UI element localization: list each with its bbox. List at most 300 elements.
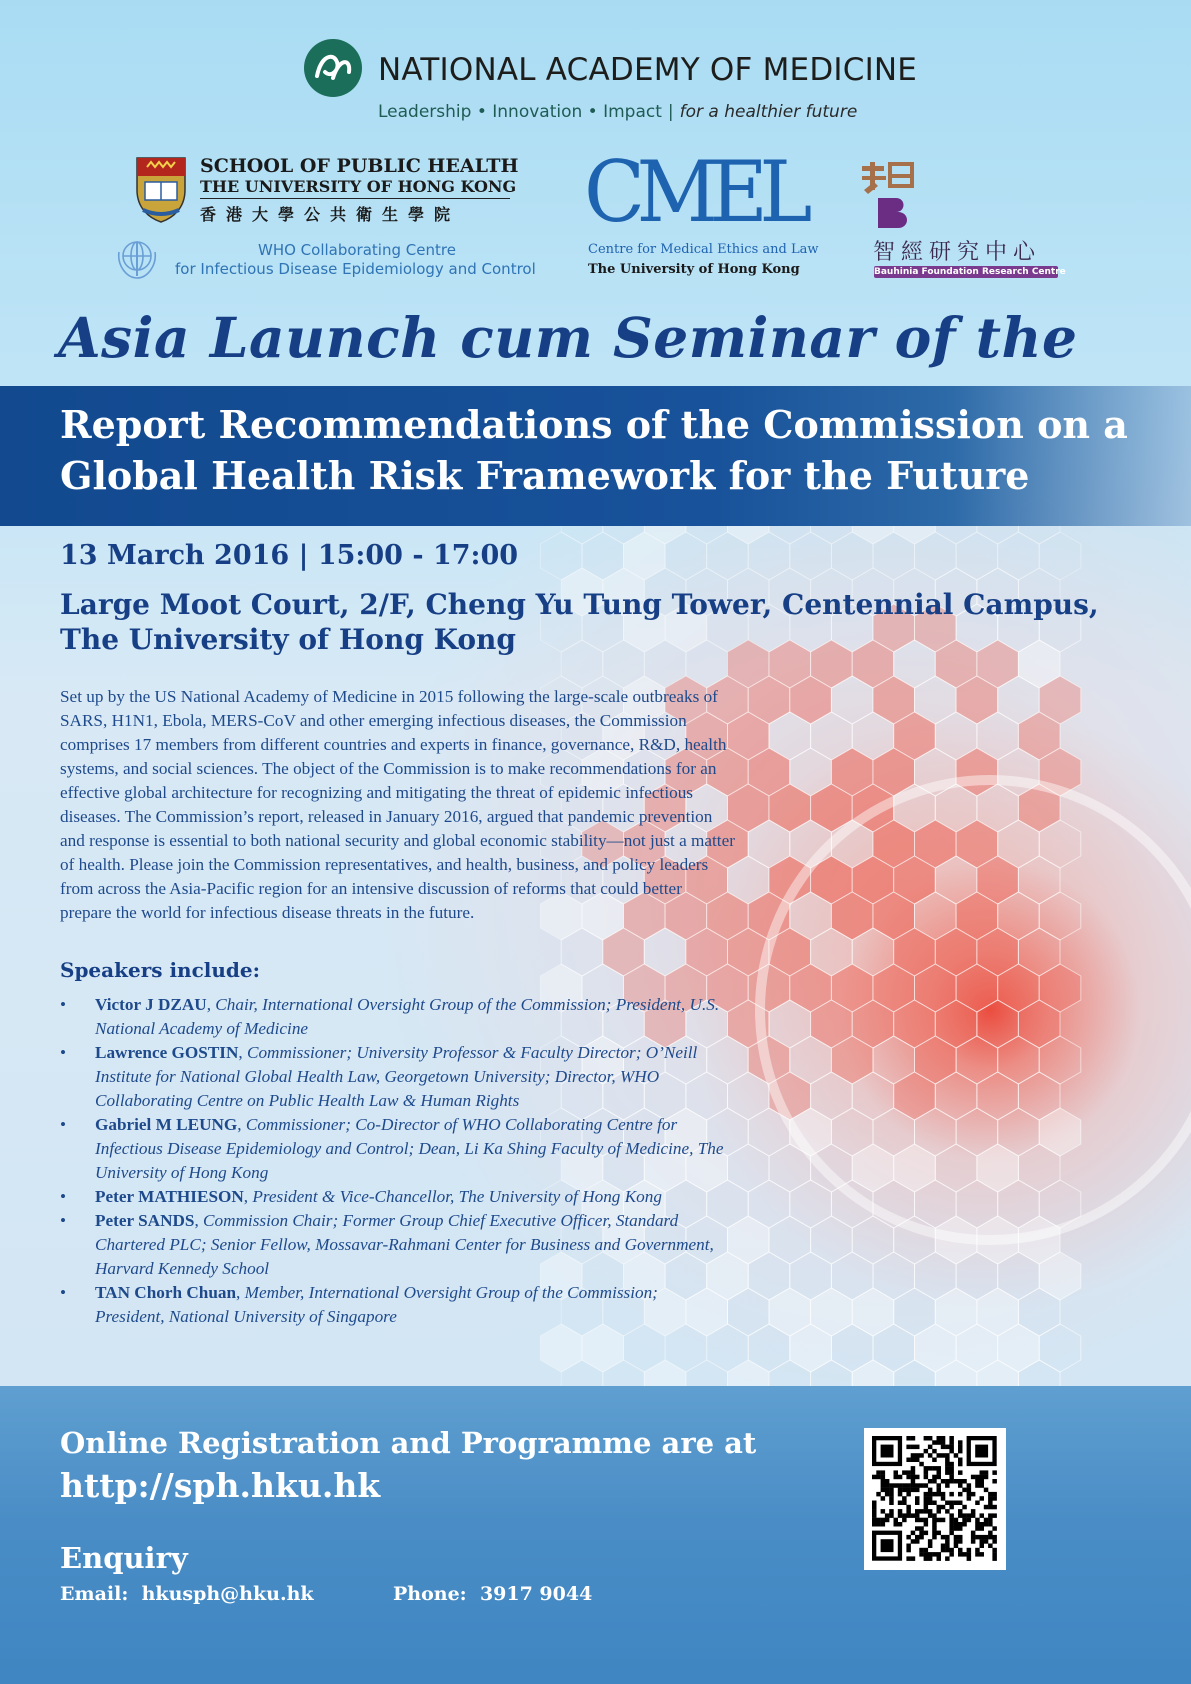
speaker-role: Chair, International Oversight Group of the Commission; President, U.S. bbox=[215, 995, 720, 1014]
qr-module bbox=[919, 1548, 924, 1553]
qr-module bbox=[945, 1445, 950, 1450]
description-line: from across the Asia-Pacific region for an intensive discussion of reforms that could better bbox=[60, 879, 682, 898]
qr-module bbox=[958, 1458, 963, 1463]
bauhinia-chinese-name: 智經研究中心 bbox=[873, 240, 1042, 265]
qr-module bbox=[975, 1518, 980, 1523]
qr-module bbox=[984, 1505, 989, 1510]
qr-module bbox=[937, 1509, 942, 1514]
qr-module bbox=[924, 1436, 929, 1441]
hexagon-tile bbox=[582, 1324, 624, 1372]
qr-module bbox=[962, 1479, 967, 1484]
qr-module bbox=[924, 1466, 929, 1471]
speaker-line: Peter MATHIESON, President & Vice-Chancellor, The University of Hong Kong bbox=[95, 1187, 662, 1206]
qr-module bbox=[906, 1548, 911, 1553]
qr-module bbox=[924, 1531, 929, 1536]
qr-module bbox=[945, 1509, 950, 1514]
qr-module bbox=[885, 1479, 890, 1484]
qr-module bbox=[876, 1475, 881, 1480]
qr-module bbox=[924, 1509, 929, 1514]
qr-module bbox=[932, 1501, 937, 1506]
qr-module bbox=[911, 1479, 916, 1484]
speaker-line bbox=[95, 1305, 860, 1329]
qr-module bbox=[941, 1479, 946, 1484]
description-line: and response is essential to both national security and global economic stability—not just a matter bbox=[60, 831, 735, 850]
qr-module bbox=[898, 1501, 903, 1506]
qr-module bbox=[949, 1466, 954, 1471]
description-line: prepare the world for infectious disease threats in the future. bbox=[60, 903, 475, 922]
qr-module bbox=[949, 1479, 954, 1484]
qr-module bbox=[975, 1522, 980, 1527]
qr-module bbox=[988, 1505, 993, 1510]
qr-module bbox=[937, 1440, 942, 1445]
qr-module bbox=[958, 1492, 963, 1497]
hexagon-tile bbox=[935, 1144, 977, 1192]
qr-module bbox=[945, 1466, 950, 1471]
qr-module bbox=[919, 1483, 924, 1488]
qr-module bbox=[941, 1496, 946, 1501]
speaker-item bbox=[60, 1041, 860, 1113]
qr-module bbox=[932, 1526, 937, 1531]
qr-module bbox=[898, 1522, 903, 1527]
qr-module bbox=[932, 1531, 937, 1536]
qr-module bbox=[992, 1535, 997, 1540]
qr-module bbox=[919, 1453, 924, 1458]
bullet-icon: • bbox=[60, 1283, 67, 1302]
enquiry-email bbox=[60, 1583, 314, 1605]
qr-module bbox=[911, 1453, 916, 1458]
qr-module bbox=[954, 1518, 959, 1523]
qr-module bbox=[967, 1513, 972, 1518]
qr-module bbox=[945, 1483, 950, 1488]
qr-module bbox=[924, 1556, 929, 1561]
qr-module bbox=[975, 1501, 980, 1506]
qr-module bbox=[954, 1522, 959, 1527]
qr-module bbox=[906, 1488, 911, 1493]
qr-module bbox=[958, 1535, 963, 1540]
speaker-line: Victor J DZAU, Chair, International Oversight Group of the Commission; President, U.S. bbox=[95, 995, 720, 1014]
hexagon-tile bbox=[956, 532, 998, 580]
qr-module bbox=[945, 1556, 950, 1561]
qr-code-icon[interactable] bbox=[864, 1428, 1006, 1570]
qr-module bbox=[941, 1453, 946, 1458]
qr-module bbox=[894, 1518, 899, 1523]
qr-module bbox=[889, 1509, 894, 1514]
qr-module bbox=[949, 1531, 954, 1536]
speaker-name: Gabriel M LEUNG bbox=[95, 1115, 238, 1134]
description-line: diseases. The Commission’s report, released in January 2016, argued that pandemic prevention bbox=[60, 807, 713, 826]
qr-module bbox=[949, 1548, 954, 1553]
qr-module bbox=[924, 1518, 929, 1523]
qr-module bbox=[937, 1492, 942, 1497]
qr-module bbox=[889, 1496, 894, 1501]
qr-module bbox=[949, 1462, 954, 1467]
qr-module bbox=[941, 1544, 946, 1549]
qr-module bbox=[949, 1475, 954, 1480]
qr-module bbox=[932, 1475, 937, 1480]
qr-module bbox=[949, 1501, 954, 1506]
description-line: SARS, H1N1, Ebola, MERS-CoV and other emerging infectious diseases, the Commission bbox=[60, 711, 687, 730]
qr-module bbox=[932, 1479, 937, 1484]
description-line: Set up by the US National Academy of Medicine in 2015 following the large-scale outbreaks of bbox=[60, 687, 718, 706]
who-centre-line1: WHO Collaborating Centre bbox=[258, 241, 456, 259]
qr-module bbox=[958, 1526, 963, 1531]
qr-module bbox=[971, 1475, 976, 1480]
qr-module bbox=[988, 1535, 993, 1540]
hexagon-tile bbox=[894, 1144, 936, 1192]
speaker-line: Peter SANDS, Commission Chair; Former Group Chief Executive Officer, Standard bbox=[95, 1211, 679, 1230]
qr-module bbox=[906, 1475, 911, 1480]
qr-module bbox=[945, 1535, 950, 1540]
qr-module bbox=[980, 1470, 985, 1475]
qr-module bbox=[975, 1479, 980, 1484]
qr-module bbox=[941, 1548, 946, 1553]
qr-module bbox=[988, 1531, 993, 1536]
qr-module bbox=[980, 1552, 985, 1557]
qr-module bbox=[932, 1440, 937, 1445]
qr-module bbox=[876, 1522, 881, 1527]
qr-module bbox=[885, 1488, 890, 1493]
qr-module bbox=[954, 1501, 959, 1506]
qr-module bbox=[975, 1483, 980, 1488]
qr-module bbox=[975, 1526, 980, 1531]
speaker-line bbox=[95, 1089, 860, 1113]
speaker-role: Commissioner; Co-Director of WHO Collaborating Centre for bbox=[245, 1115, 678, 1134]
qr-module bbox=[906, 1483, 911, 1488]
nam-tagline-sub: for a healthier future bbox=[679, 102, 858, 122]
cmel-university: The University of Hong Kong bbox=[588, 262, 800, 277]
hexagon-tile bbox=[561, 640, 603, 688]
qr-module bbox=[954, 1526, 959, 1531]
speaker-line bbox=[95, 1017, 860, 1041]
qr-module bbox=[962, 1488, 967, 1493]
speaker-role: University of Hong Kong bbox=[95, 1163, 269, 1182]
qr-module bbox=[937, 1556, 942, 1561]
speaker-role: Collaborating Centre on Public Health Law & Human Rights bbox=[95, 1091, 520, 1110]
qr-module bbox=[911, 1475, 916, 1480]
qr-module bbox=[881, 1475, 886, 1480]
nam-tagline-main: Leadership • Innovation • Impact bbox=[378, 102, 662, 122]
qr-module bbox=[962, 1505, 967, 1510]
qr-module bbox=[954, 1544, 959, 1549]
qr-module bbox=[915, 1535, 920, 1540]
qr-module bbox=[945, 1462, 950, 1467]
event-title-line2: Global Health Risk Framework for the Future bbox=[60, 453, 1030, 498]
qr-module bbox=[928, 1479, 933, 1484]
qr-module bbox=[932, 1492, 937, 1497]
speaker-line: Lawrence GOSTIN, Commissioner; University Professor & Faculty Director; O’Neill bbox=[95, 1043, 698, 1062]
speaker-line bbox=[95, 1257, 860, 1281]
qr-module bbox=[932, 1522, 937, 1527]
qr-module bbox=[980, 1539, 985, 1544]
qr-module bbox=[958, 1539, 963, 1544]
event-venue-line2: The University of Hong Kong bbox=[60, 623, 516, 656]
qr-module bbox=[919, 1531, 924, 1536]
qr-module bbox=[984, 1470, 989, 1475]
qr-module bbox=[949, 1492, 954, 1497]
speaker-role: National Academy of Medicine bbox=[95, 1019, 309, 1038]
qr-module bbox=[958, 1483, 963, 1488]
qr-module bbox=[949, 1526, 954, 1531]
qr-module bbox=[885, 1518, 890, 1523]
qr-module bbox=[988, 1522, 993, 1527]
qr-module bbox=[958, 1479, 963, 1484]
qr-module bbox=[941, 1505, 946, 1510]
event-description bbox=[60, 685, 860, 925]
qr-module bbox=[992, 1505, 997, 1510]
qr-module bbox=[924, 1505, 929, 1510]
qr-module bbox=[915, 1453, 920, 1458]
qr-module bbox=[949, 1522, 954, 1527]
qr-module bbox=[906, 1509, 911, 1514]
qr-module bbox=[872, 1509, 877, 1514]
speaker-role: Infectious Disease Epidemiology and Control; Dean, Li Ka Shing Faculty of Medicine, The bbox=[95, 1139, 724, 1158]
qr-module bbox=[898, 1513, 903, 1518]
qr-module bbox=[980, 1535, 985, 1540]
qr-module bbox=[928, 1552, 933, 1557]
qr-module bbox=[924, 1449, 929, 1454]
nam-logo-icon bbox=[303, 38, 363, 98]
qr-module bbox=[945, 1458, 950, 1463]
qr-module bbox=[958, 1548, 963, 1553]
qr-module bbox=[881, 1488, 886, 1493]
qr-module bbox=[958, 1470, 963, 1475]
bauhinia-english-badge: Bauhinia Foundation Research Centre bbox=[874, 267, 1066, 277]
qr-module bbox=[911, 1470, 916, 1475]
qr-module bbox=[915, 1518, 920, 1523]
bullet-icon: • bbox=[60, 1211, 67, 1230]
qr-module bbox=[872, 1522, 877, 1527]
qr-module bbox=[941, 1445, 946, 1450]
hexagon-tile bbox=[1039, 1108, 1081, 1156]
qr-module bbox=[928, 1496, 933, 1501]
qr-module bbox=[872, 1501, 877, 1506]
qr-module bbox=[971, 1535, 976, 1540]
qr-module bbox=[967, 1518, 972, 1523]
sph-name: SCHOOL OF PUBLIC HEALTH bbox=[200, 155, 519, 177]
qr-module bbox=[915, 1526, 920, 1531]
bullet-icon: • bbox=[60, 995, 67, 1014]
qr-module bbox=[911, 1556, 916, 1561]
qr-module bbox=[928, 1488, 933, 1493]
qr-module bbox=[924, 1522, 929, 1527]
qr-module bbox=[915, 1509, 920, 1514]
qr-module bbox=[992, 1496, 997, 1501]
qr-module bbox=[881, 1470, 886, 1475]
qr-module bbox=[984, 1475, 989, 1480]
description-line: effective global architecture for recognizing and mitigating the threat of epidemic infectious bbox=[60, 783, 693, 802]
speaker-item bbox=[60, 1281, 860, 1329]
qr-finder bbox=[881, 1539, 894, 1552]
speaker-role: Institute for National Global Health Law, Georgetown University; Director, WHO bbox=[95, 1067, 660, 1086]
qr-module bbox=[919, 1509, 924, 1514]
qr-module bbox=[911, 1513, 916, 1518]
qr-module bbox=[876, 1518, 881, 1523]
qr-module bbox=[894, 1475, 899, 1480]
qr-module bbox=[958, 1552, 963, 1557]
who-emblem-icon bbox=[113, 236, 161, 282]
qr-module bbox=[881, 1483, 886, 1488]
qr-module bbox=[898, 1509, 903, 1514]
hexagon-tile bbox=[1039, 1324, 1081, 1372]
speaker-name: TAN Chorh Chuan bbox=[95, 1283, 237, 1302]
qr-module bbox=[881, 1479, 886, 1484]
email-address[interactable]: hkusph@hku.hk bbox=[141, 1583, 314, 1605]
qr-module bbox=[967, 1552, 972, 1557]
qr-module bbox=[906, 1513, 911, 1518]
qr-module bbox=[894, 1483, 899, 1488]
qr-module bbox=[932, 1513, 937, 1518]
cmel-logo: CMEL bbox=[584, 143, 804, 241]
qr-module bbox=[992, 1479, 997, 1484]
qr-module bbox=[881, 1496, 886, 1501]
qr-module bbox=[906, 1492, 911, 1497]
qr-module bbox=[872, 1518, 877, 1523]
qr-module bbox=[928, 1466, 933, 1471]
qr-module bbox=[924, 1501, 929, 1506]
qr-module bbox=[915, 1488, 920, 1493]
qr-module bbox=[911, 1436, 916, 1441]
qr-module bbox=[958, 1440, 963, 1445]
registration-link[interactable]: http://sph.hku.hk bbox=[60, 1466, 381, 1505]
qr-module bbox=[958, 1509, 963, 1514]
qr-module bbox=[980, 1513, 985, 1518]
qr-module bbox=[932, 1449, 937, 1454]
qr-module bbox=[941, 1535, 946, 1540]
qr-module bbox=[980, 1496, 985, 1501]
qr-module bbox=[911, 1539, 916, 1544]
qr-module bbox=[988, 1501, 993, 1506]
qr-module bbox=[915, 1539, 920, 1544]
qr-module bbox=[911, 1445, 916, 1450]
bullet-icon: • bbox=[60, 1115, 67, 1134]
qr-module bbox=[941, 1436, 946, 1441]
sph-university: THE UNIVERSITY OF HONG KONG bbox=[200, 177, 517, 196]
speaker-role: Member, International Oversight Group of the Commission; bbox=[244, 1283, 658, 1302]
qr-module bbox=[928, 1436, 933, 1441]
qr-module bbox=[975, 1475, 980, 1480]
event-date-time: 13 March 2016 | 15:00 - 17:00 bbox=[60, 540, 519, 571]
qr-module bbox=[954, 1453, 959, 1458]
speaker-item bbox=[60, 1185, 860, 1209]
qr-module bbox=[949, 1518, 954, 1523]
speaker-role: Harvard Kennedy School bbox=[95, 1259, 270, 1278]
enquiry-heading: Enquiry bbox=[60, 1541, 188, 1575]
nam-name: NATIONAL ACADEMY OF MEDICINE bbox=[378, 52, 918, 88]
qr-module bbox=[945, 1539, 950, 1544]
phone-number: 3917 9044 bbox=[479, 1583, 593, 1605]
phone-label: Phone: bbox=[393, 1583, 467, 1605]
qr-module bbox=[937, 1483, 942, 1488]
speaker-item bbox=[60, 1113, 860, 1185]
qr-module bbox=[949, 1552, 954, 1557]
qr-finder bbox=[881, 1445, 894, 1458]
event-title-top: Asia Launch cum Seminar of the bbox=[58, 305, 1078, 370]
qr-module bbox=[915, 1458, 920, 1463]
qr-module bbox=[958, 1522, 963, 1527]
qr-module bbox=[937, 1505, 942, 1510]
qr-module bbox=[889, 1501, 894, 1506]
qr-module bbox=[954, 1539, 959, 1544]
sph-chinese-name: 香港大學公共衛生學院 bbox=[200, 205, 461, 224]
qr-module bbox=[924, 1552, 929, 1557]
qr-module bbox=[915, 1475, 920, 1480]
event-venue-line1: Large Moot Court, 2/F, Cheng Yu Tung Tower, Centennial Campus, bbox=[60, 588, 1099, 621]
qr-module bbox=[967, 1548, 972, 1553]
qr-module bbox=[932, 1552, 937, 1557]
qr-module bbox=[889, 1513, 894, 1518]
qr-module bbox=[911, 1531, 916, 1536]
qr-module bbox=[919, 1526, 924, 1531]
hexagon-tile bbox=[1018, 856, 1060, 904]
qr-module bbox=[992, 1526, 997, 1531]
qr-module bbox=[945, 1501, 950, 1506]
speaker-role: Commissioner; University Professor & Faculty Director; O’Neill bbox=[247, 1043, 698, 1062]
qr-module bbox=[906, 1505, 911, 1510]
qr-module bbox=[902, 1488, 907, 1493]
qr-module bbox=[988, 1544, 993, 1549]
qr-module bbox=[928, 1501, 933, 1506]
qr-module bbox=[992, 1552, 997, 1557]
qr-module bbox=[945, 1548, 950, 1553]
hexagon-tile bbox=[540, 1324, 582, 1372]
qr-module bbox=[928, 1513, 933, 1518]
qr-module bbox=[992, 1548, 997, 1553]
qr-module bbox=[971, 1513, 976, 1518]
qr-module bbox=[911, 1466, 916, 1471]
qr-module bbox=[971, 1539, 976, 1544]
qr-module bbox=[992, 1539, 997, 1544]
qr-module bbox=[992, 1470, 997, 1475]
speakers-heading: Speakers include: bbox=[60, 958, 260, 982]
qr-module bbox=[945, 1470, 950, 1475]
qr-module bbox=[906, 1556, 911, 1561]
speaker-line bbox=[95, 1137, 860, 1161]
qr-module bbox=[949, 1513, 954, 1518]
qr-module bbox=[954, 1479, 959, 1484]
qr-module bbox=[898, 1475, 903, 1480]
speaker-role: Commission Chair; Former Group Chief Executive Officer, Standard bbox=[203, 1211, 679, 1230]
event-title-line1: Report Recommendations of the Commission on a bbox=[60, 402, 1128, 447]
qr-module bbox=[889, 1492, 894, 1497]
qr-module bbox=[906, 1445, 911, 1450]
qr-module bbox=[941, 1518, 946, 1523]
qr-module bbox=[967, 1496, 972, 1501]
qr-module bbox=[885, 1513, 890, 1518]
qr-module bbox=[902, 1501, 907, 1506]
qr-module bbox=[919, 1518, 924, 1523]
qr-module bbox=[945, 1544, 950, 1549]
qr-module bbox=[980, 1526, 985, 1531]
qr-module bbox=[919, 1552, 924, 1557]
qr-module bbox=[906, 1470, 911, 1475]
qr-module bbox=[962, 1518, 967, 1523]
qr-module bbox=[962, 1552, 967, 1557]
qr-module bbox=[919, 1462, 924, 1467]
qr-module bbox=[898, 1488, 903, 1493]
qr-module bbox=[902, 1483, 907, 1488]
qr-module bbox=[958, 1445, 963, 1450]
qr-module bbox=[937, 1518, 942, 1523]
speaker-name: Victor J DZAU bbox=[95, 995, 207, 1014]
qr-module bbox=[928, 1539, 933, 1544]
qr-module bbox=[984, 1518, 989, 1523]
qr-module bbox=[949, 1436, 954, 1441]
cmel-full-name: Centre for Medical Ethics and Law bbox=[588, 242, 819, 257]
qr-module bbox=[894, 1470, 899, 1475]
qr-module bbox=[902, 1470, 907, 1475]
tagline-divider: | bbox=[667, 102, 674, 122]
qr-module bbox=[937, 1552, 942, 1557]
